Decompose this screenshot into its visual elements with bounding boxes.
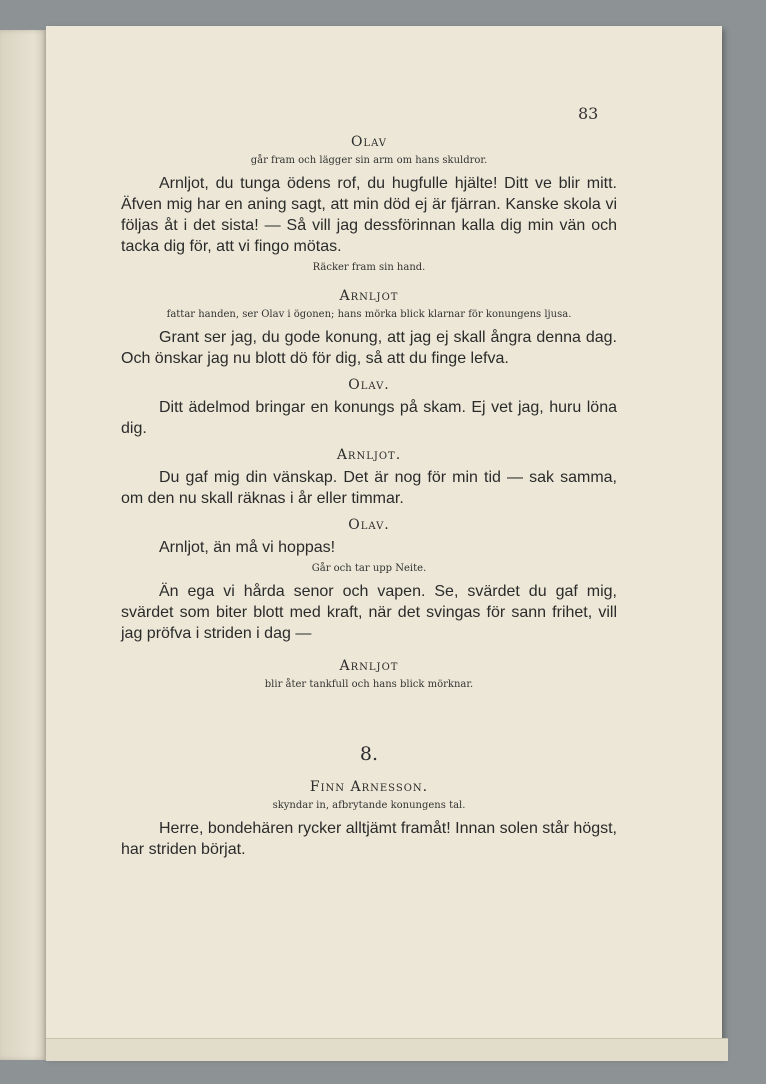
speaker-arnljot: Arnljot	[339, 288, 399, 304]
speech-olav: Arnljot, du tunga ödens rof, du hugfulle hjälte! Ditt ve blir mitt. Äfven mig har en aning sagt, att min död ej är fjärran. Kanske skola vi följas åt i det sista! — Så vill jag dessförinnan kalla dig min vän och tacka dig för, att vi fingo mötas.	[121, 175, 617, 255]
stage-direction: går fram och lägger sin arm om hans skuldror.	[250, 155, 488, 166]
stage-direction: blir åter tankfull och hans blick mörknar.	[264, 679, 474, 690]
speaker-olav: Olav.	[348, 517, 390, 533]
page-number: 83	[578, 104, 599, 123]
stage-direction: fattar handen, ser Olav i ögonen; hans mörka blick klarnar för konungens ljusa.	[166, 309, 572, 320]
speaker-arnljot: Arnljot	[339, 658, 399, 674]
speech-arnljot: Grant ser jag, du gode konung, att jag ej skall ångra denna dag. Och önskar jag nu blott dö för dig, så att du finge lefva.	[121, 329, 617, 367]
speaker-olav: Olav	[350, 134, 388, 150]
page-stack-edge	[46, 1038, 728, 1061]
speech-finn-arnesson: Herre, bondehären rycker alltjämt framåt! Innan solen står högst, har striden börjat.	[121, 820, 617, 858]
speaker-finn-arnesson: Finn Arnesson.	[309, 779, 429, 795]
speech-olav: Än ega vi hårda senor och vapen. Se, svärdet du gaf mig, svärdet som biter blott med kraft, när det svingas för sann frihet, vill jag pröfva i striden i dag —	[121, 583, 617, 642]
speech-arnljot: Du gaf mig din vänskap. Det är nog för min tid — sak samma, om den nu skall räknas i år eller timmar.	[121, 469, 617, 507]
scene-number: 8.	[359, 743, 379, 765]
stage-direction: Går och tar upp Neite.	[311, 563, 427, 574]
speaker-olav: Olav.	[348, 377, 390, 393]
speaker-arnljot: Arnljot.	[336, 447, 402, 463]
speech-olav: Arnljot, än må vi hoppas!	[159, 539, 336, 556]
facing-page-edge	[0, 30, 48, 1060]
stage-direction: skyndar in, afbrytande konungens tal.	[272, 800, 466, 811]
play-text	[121, 130, 617, 864]
stage-direction: Räcker fram sin hand.	[312, 262, 426, 273]
speech-olav: Ditt ädelmod bringar en konungs på skam. Ej vet jag, huru löna dig.	[121, 399, 617, 437]
